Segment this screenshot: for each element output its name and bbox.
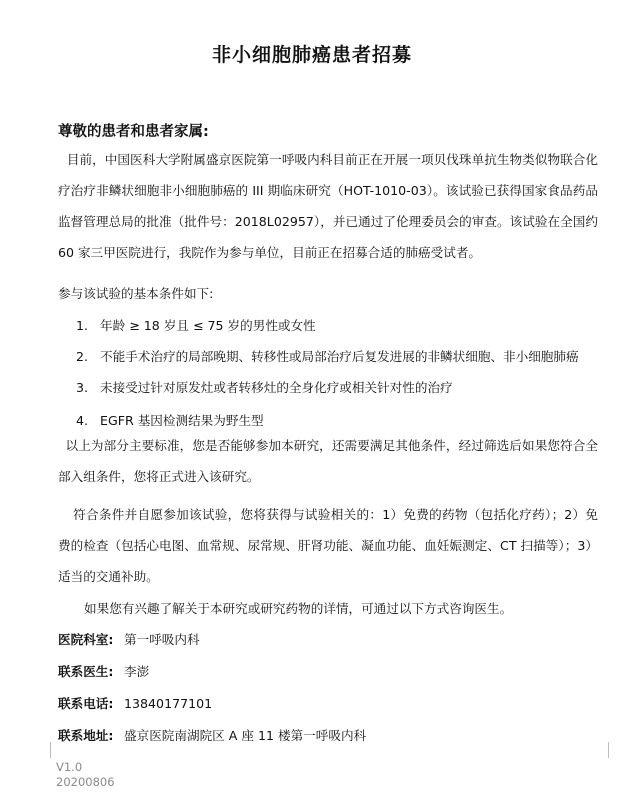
- contact-label: 医院科室:: [58, 632, 114, 647]
- contact-row-phone: [58, 693, 212, 712]
- condition-text: EGFR 基因检测结果为野生型: [100, 413, 264, 428]
- contact-label: 联系电话:: [58, 696, 114, 711]
- condition-text: 年龄 ≥ 18 岁且 ≤ 75 岁的男性或女性: [100, 318, 316, 333]
- contact-row-department: [58, 629, 200, 648]
- condition-number: 2.: [76, 349, 89, 364]
- condition-item: [76, 346, 579, 365]
- contact-value: 13840177101: [124, 696, 213, 711]
- contact-row-address: [58, 725, 366, 744]
- condition-text: 未接受过针对原发灶或者转移灶的全身化疗或相关针对性的治疗: [100, 380, 453, 395]
- inquiry-paragraph: 如果您有兴趣了解关于本研究或研究药物的详情，可通过以下方式咨询医生。: [84, 601, 513, 616]
- intro-paragraph: 目前，中国医科大学附属盛京医院第一呼吸内科目前正在开展一项贝伐珠单抗生物类似物联合化疗治疗非鳞状细胞非小细胞肺癌的 III 期临床研究（HOT-1010-03）。该试验已获得国家食品药品监督管理总局的批准（批件号：2018L02957），并已通过了伦理委员会的审查。该试验在全国约 60 家三甲医院进行，我院作为参与单位，目前正在招募合适的肺癌受试者。: [58, 152, 598, 260]
- condition-text: 不能手术治疗的局部晚期、转移性或局部治疗后复发进展的非鳞状细胞、非小细胞肺癌: [100, 349, 579, 364]
- contact-label: 联系医生:: [58, 664, 114, 679]
- condition-item: [76, 377, 453, 396]
- conditions-heading: 参与该试验的基本条件如下:: [58, 286, 214, 301]
- contact-value: 第一呼吸内科: [124, 632, 200, 647]
- screening-paragraph: 以上为部分主要标准，您是否能够参加本研究，还需要满足其他条件，经过筛选后如果您符合全部入组条件，您将正式进入该研究。: [58, 438, 598, 484]
- version-date: 20200806: [56, 775, 115, 789]
- benefits-paragraph: 符合条件并自愿参加该试验，您将获得与试验相关的：1）免费的药物（包括化疗药）；2）免费的检查（包括心电图、血常规、尿常规、肝肾功能、凝血功能、血妊娠测定、CT 扫描等）；3）适当的交通补助。: [58, 507, 598, 584]
- contact-row-doctor: [58, 661, 149, 680]
- contact-label: 联系地址:: [58, 728, 114, 743]
- condition-item: [76, 410, 264, 429]
- salutation: 尊敬的患者和患者家属:: [58, 124, 209, 140]
- condition-number: 1.: [76, 318, 89, 333]
- condition-number: 3.: [76, 380, 89, 395]
- version-footer: [56, 760, 115, 790]
- contact-value: 李澎: [124, 664, 150, 679]
- document-title: 非小细胞肺癌患者招募: [211, 44, 412, 66]
- contact-value: 盛京医院南湖院区 A 座 11 楼第一呼吸内科: [124, 728, 367, 743]
- condition-item: [76, 315, 316, 334]
- page-corner-mark-left: [50, 742, 61, 758]
- version-label: V1.0: [56, 760, 83, 774]
- page-corner-mark-right: [598, 742, 609, 758]
- condition-number: 4.: [76, 413, 89, 428]
